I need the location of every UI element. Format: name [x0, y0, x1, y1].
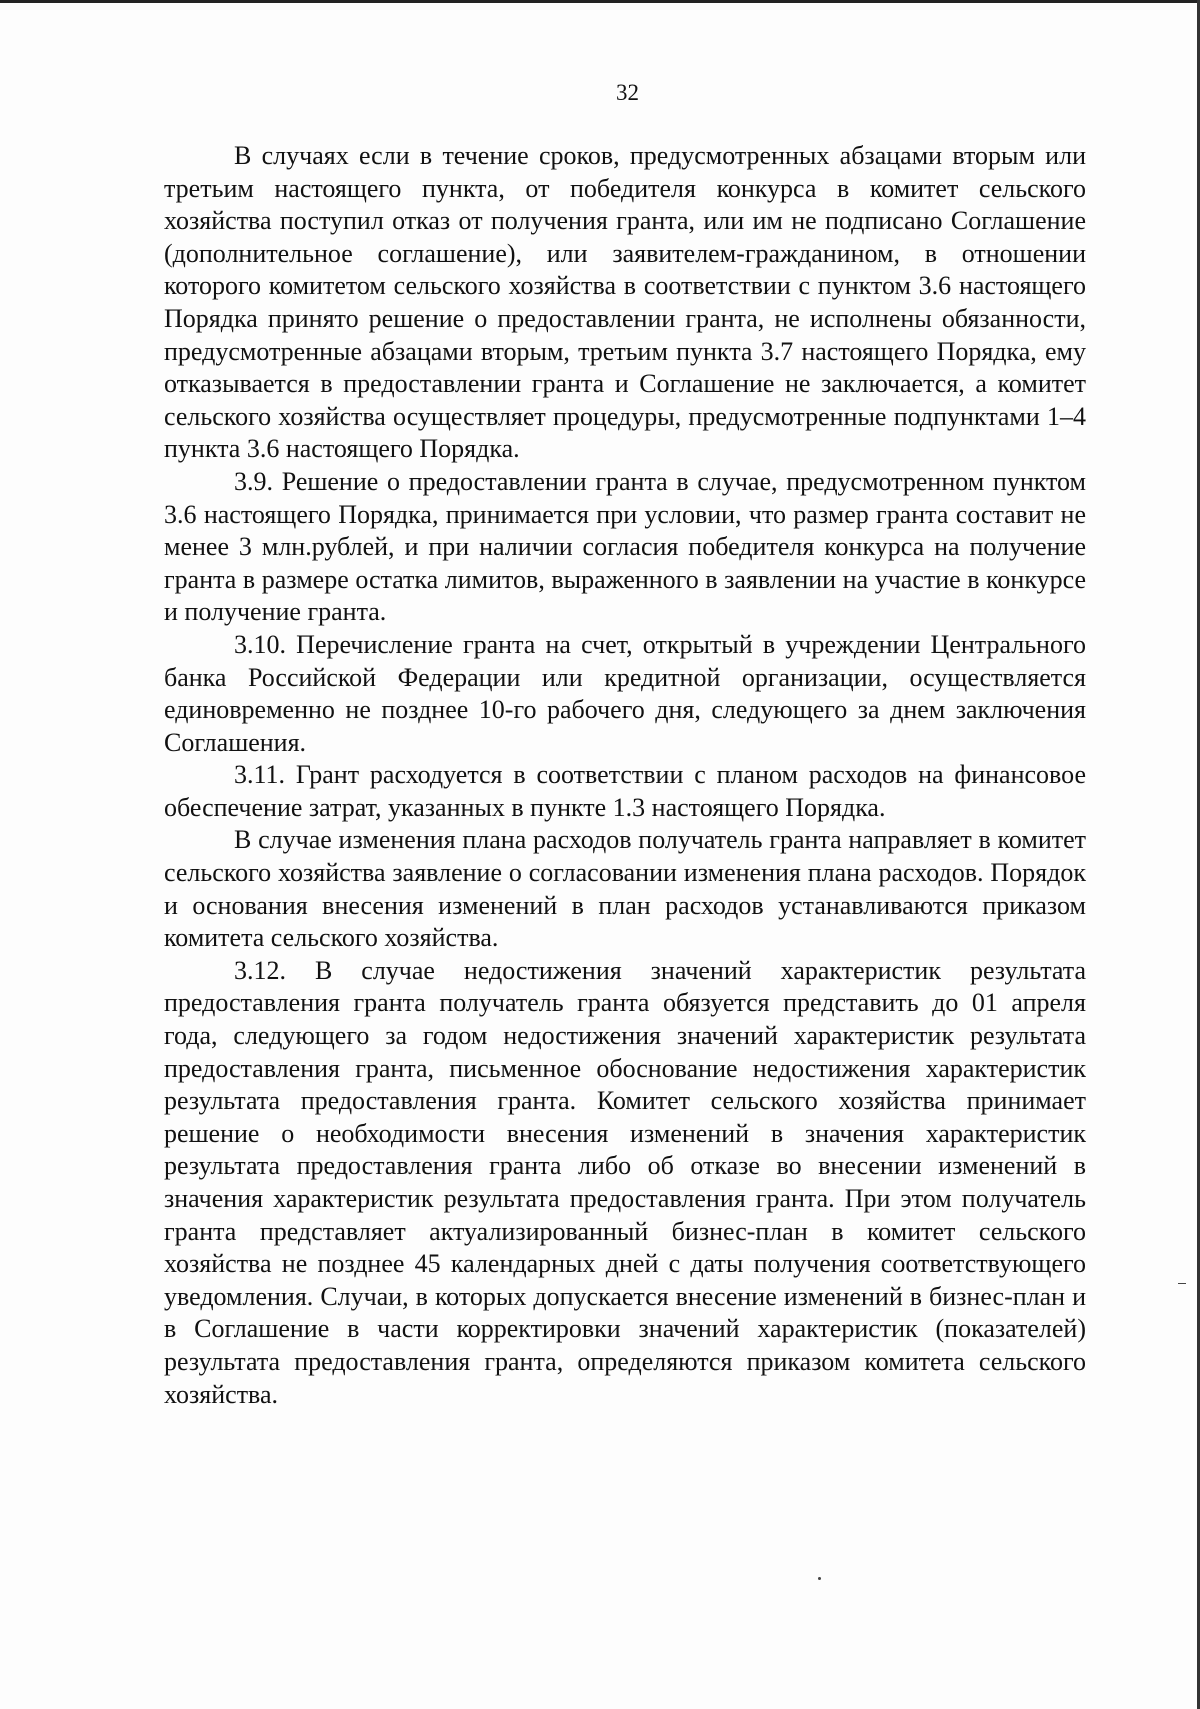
- page-number: 32: [616, 80, 639, 105]
- document-body: [164, 140, 1086, 1411]
- paragraph-3-9: 3.9. Решение о предоставлении гранта в случае, предусмотренном пунктом 3.6 настоящего Порядка, принимается при условии, что размер гранта составит не менее 3 млн.рублей, и при наличии согласия победителя конкурса на получение гранта в размере остатка лимитов, выраженного в заявлении на участие в конкурсе и получение гранта.: [164, 466, 1086, 627]
- paragraph-refusal: В случаях если в течение сроков, предусмотренных абзацами вторым или третьим настоящего пункта, от победителя конкурса в комитет сельского хозяйства поступил отказ от получения гранта, или им не подписано Соглашение (дополнительное соглашение), или заявителем-гражданином, в отношении которого комитетом сельского хозяйства в соответствии с пунктом 3.6 настоящего Порядка принято решение о предоставлении гранта, не исполнены обязанности, предусмотренные абзацами вторым, третьим пункта 3.7 настоящего Порядка, ему отказывается в предоставлении гранта и Соглашение не заключается, а комитет сельского хозяйства осуществляет процедуры, предусмотренные подпунктами 1–4 пункта 3.6 настоящего Порядка.: [164, 141, 1086, 464]
- paragraph-3-10: 3.10. Перечисление гранта на счет, открытый в учреждении Центрального банка Российской Федерации или кредитной организации, осуществляется единовременно не позднее 10-го рабочего дня, следующего за днем заключения Соглашения.: [164, 629, 1086, 757]
- scan-speck: [818, 1577, 821, 1580]
- paragraph-3-12: 3.12. В случае недостижения значений характеристик результата предоставления гранта получатель гранта обязуется представить до 01 апреля года, следующего за годом недостижения значений характеристик результата предоставления гранта, письменное обоснование недостижения характеристик результата предоставления гранта. Комитет сельского хозяйства принимает решение о необходимости внесения изменений в значения характеристик результата предоставления гранта либо об отказе во внесении изменений в значения характеристик результата предоставления гранта. При этом получатель гранта представляет актуализированный бизнес-план в комитет сельского хозяйства не позднее 45 календарных дней с даты получения соответствующего уведомления. Случаи, в которых допускается внесение изменений в бизнес-план и в Соглашение в части корректировки значений характеристик (показателей) результата предоставления гранта, определяются приказом комитета сельского хозяйства.: [164, 955, 1086, 1409]
- scan-speck: [1178, 1283, 1186, 1284]
- paragraph-3-11: 3.11. Грант расходуется в соответствии с планом расходов на финансовое обеспечение затрат, указанных в пункте 1.3 настоящего Порядка.: [164, 760, 1086, 822]
- paragraph-plan-change: В случае изменения плана расходов получатель гранта направляет в комитет сельского хозяйства заявление о согласовании изменения плана расходов. Порядок и основания внесения изменений в план расходов устанавливаются приказом комитета сельского хозяйства.: [164, 825, 1086, 953]
- scan-edge-top: [0, 0, 1200, 3]
